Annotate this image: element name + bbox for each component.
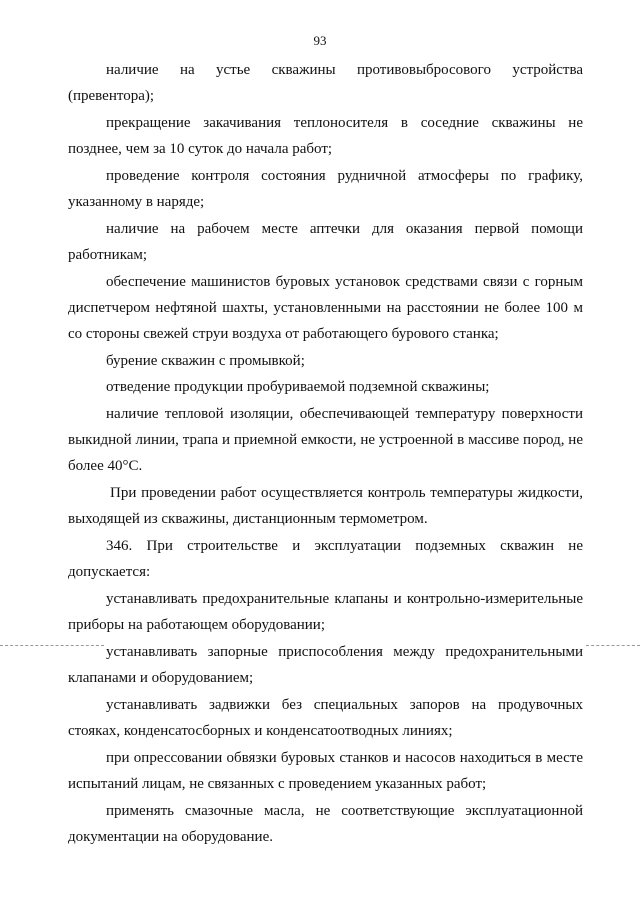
text-line: испытаний лицам, не связанных с проведением указанных работ; — [68, 776, 487, 792]
text-line: наличие на устье скважины противовыбросового устройства — [106, 62, 583, 78]
text-line: наличие на рабочем месте аптечки для оказания первой помощи — [106, 221, 583, 237]
text-line: диспетчером нефтяной шахты, установленными на расстоянии не более 100 м — [68, 300, 583, 316]
text-line: более 40°С. — [68, 458, 143, 474]
text-line: работникам; — [68, 247, 148, 263]
text-line: при опрессовании обвязки буровых станков и насосов находиться в месте — [106, 750, 583, 766]
text-line: наличие тепловой изоляции, обеспечивающей температуру поверхности — [106, 406, 583, 422]
text-line: проведение контроля состояния рудничной атмосферы по графику, — [106, 168, 583, 184]
text-line: прекращение закачивания теплоносителя в соседние скважины не — [106, 115, 583, 131]
text-line: документации на оборудование. — [68, 829, 273, 845]
text-line: указанному в наряде; — [68, 194, 205, 210]
text-line: клапанами и оборудованием; — [68, 670, 254, 686]
text-line: позднее, чем за 10 суток до начала работ; — [68, 141, 333, 157]
text-line: бурение скважин с промывкой; — [106, 353, 305, 369]
text-line: устанавливать задвижки без специальных запоров на продувочных — [106, 697, 583, 713]
text-line: 346. При строительстве и эксплуатации подземных скважин не — [106, 538, 583, 554]
text-line: отведение продукции пробуриваемой подземной скважины; — [106, 379, 490, 395]
text-line: стояках, конденсатосборных и конденсатоотводных линиях; — [68, 723, 453, 739]
text-line: выкидной линии, трапа и приемной емкости, не устроенной в массиве пород, не — [68, 432, 583, 448]
text-line: устанавливать предохранительные клапаны и контрольно-измерительные — [106, 591, 583, 607]
scan-artifact-line — [0, 645, 104, 646]
text-line: приборы на работающем оборудовании; — [68, 617, 326, 633]
text-line: При проведении работ осуществляется контроль температуры жидкости, — [110, 485, 583, 501]
text-line: обеспечение машинистов буровых установок средствами связи с горным — [106, 274, 583, 290]
text-line: выходящей из скважины, дистанционным термометром. — [68, 511, 428, 527]
text-line: (превентора); — [68, 88, 155, 104]
text-line: устанавливать запорные приспособления между предохранительными — [106, 644, 583, 660]
text-line: со стороны свежей струи воздуха от работающего бурового станка; — [68, 326, 499, 342]
text-line: применять смазочные масла, не соответствующие эксплуатационной — [106, 803, 583, 819]
text-line: допускается: — [68, 564, 151, 580]
scan-artifact-line — [586, 645, 640, 646]
page-number: 93 — [313, 33, 327, 48]
